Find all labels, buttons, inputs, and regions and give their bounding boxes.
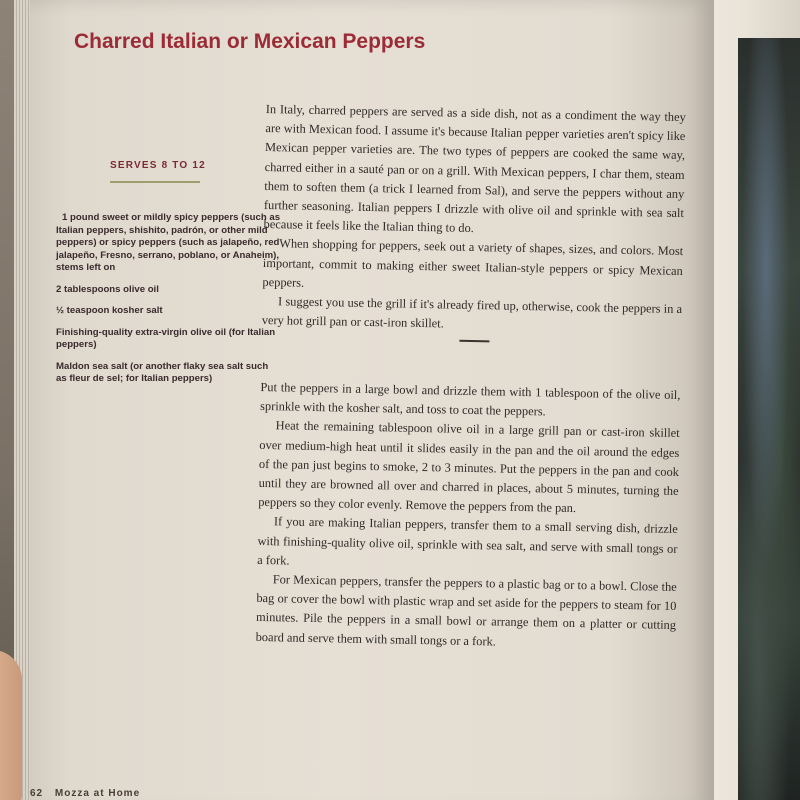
serves-rule (110, 181, 200, 183)
page-footer (30, 788, 140, 799)
thumb (0, 650, 22, 800)
ingredient-item: Maldon sea salt (or another flaky sea salt such as fleur de sel; for Italian peppers) (56, 360, 269, 384)
recipe-title: Charred Italian or Mexican Peppers (74, 30, 426, 53)
method-paragraph: If you are making Italian peppers, transfer them to a small serving dish, drizzle with finishing-quality olive oil, sprinkle with sea salt, and serve with small tongs or a fork. (257, 514, 678, 568)
ingredient-item: ½ teaspoon kosher salt (56, 305, 163, 316)
intro-paragraph: In Italy, charred peppers are served as a side dish, not as a condiment the way they are with Mexican food. I assume it's because Italian pepper varieties aren't spicy like Mexican pepper varieties are. The two types of peppers are cooked the same way, charred either in a sauté pan or on a grill. With Mexican peppers, I char them, steam them to soften them (a trick I learned from Sal), and serve the peppers without any further seasoning. Italian peppers I drizzle with olive oil and sprinkle with sea salt because it feels like the Italian thing to do. (263, 101, 686, 236)
intro-paragraph: When shopping for peppers, seek out a variety of shapes, sizes, and colors. Most important, commit to making either sweet Italian-style peppers or spicy Mexican peppers. (262, 236, 684, 290)
section-divider (459, 340, 489, 342)
ingredient-list (56, 212, 281, 395)
ingredient-item: Finishing-quality extra-virgin olive oil (for Italian peppers) (56, 326, 276, 350)
ingredient-item: 1 pound sweet or mildly spicy peppers (such as Italian peppers, shishito, padrón, or other mild peppers) or spicy peppers (such as jalapeño, red jalapeño, Fresno, serrano, poblano, or Anaheim), stems left on (56, 212, 281, 273)
page-number: 62 (30, 788, 44, 799)
intro-paragraph: I suggest you use the grill if it's already fired up, otherwise, cook the peppers in a very hot grill pan or cast-iron skillet. (261, 294, 683, 331)
book-title: Mozza at Home (54, 788, 141, 799)
method-paragraph: Put the peppers in a large bowl and drizzle them with 1 tablespoon of the olive oil, sprinkle with the kosher salt, and toss to coat the peppers. (259, 379, 681, 419)
ingredient-item: 2 tablespoons olive oil (56, 283, 159, 295)
method-paragraph: Heat the remaining tablespoon olive oil in a large grill pan or cast-iron skillet over medium-high heat until it slides easily in the pan and the oil around the edges of the pan just begins to smoke, 2 to 3 minutes. Put the peppers in the pan and cook until they are browned all over and charred in places, about 5 minutes, turning the peppers so they color evenly. Remove the peppers from the pan. (258, 418, 680, 516)
serves-label: SERVES 8 TO 12 (110, 160, 206, 171)
pepper-photo (738, 38, 800, 800)
recipe-body (256, 100, 686, 655)
method-paragraph: For Mexican peppers, transfer the peppers to a plastic bag or to a bowl. Close the bag or cover the bowl with plastic wrap and set aside for the peppers to steam for 10 minutes. Pile the peppers in a small bowl or arrange them on a platter or cutting board and serve them with small tongs or a fork. (255, 572, 677, 649)
